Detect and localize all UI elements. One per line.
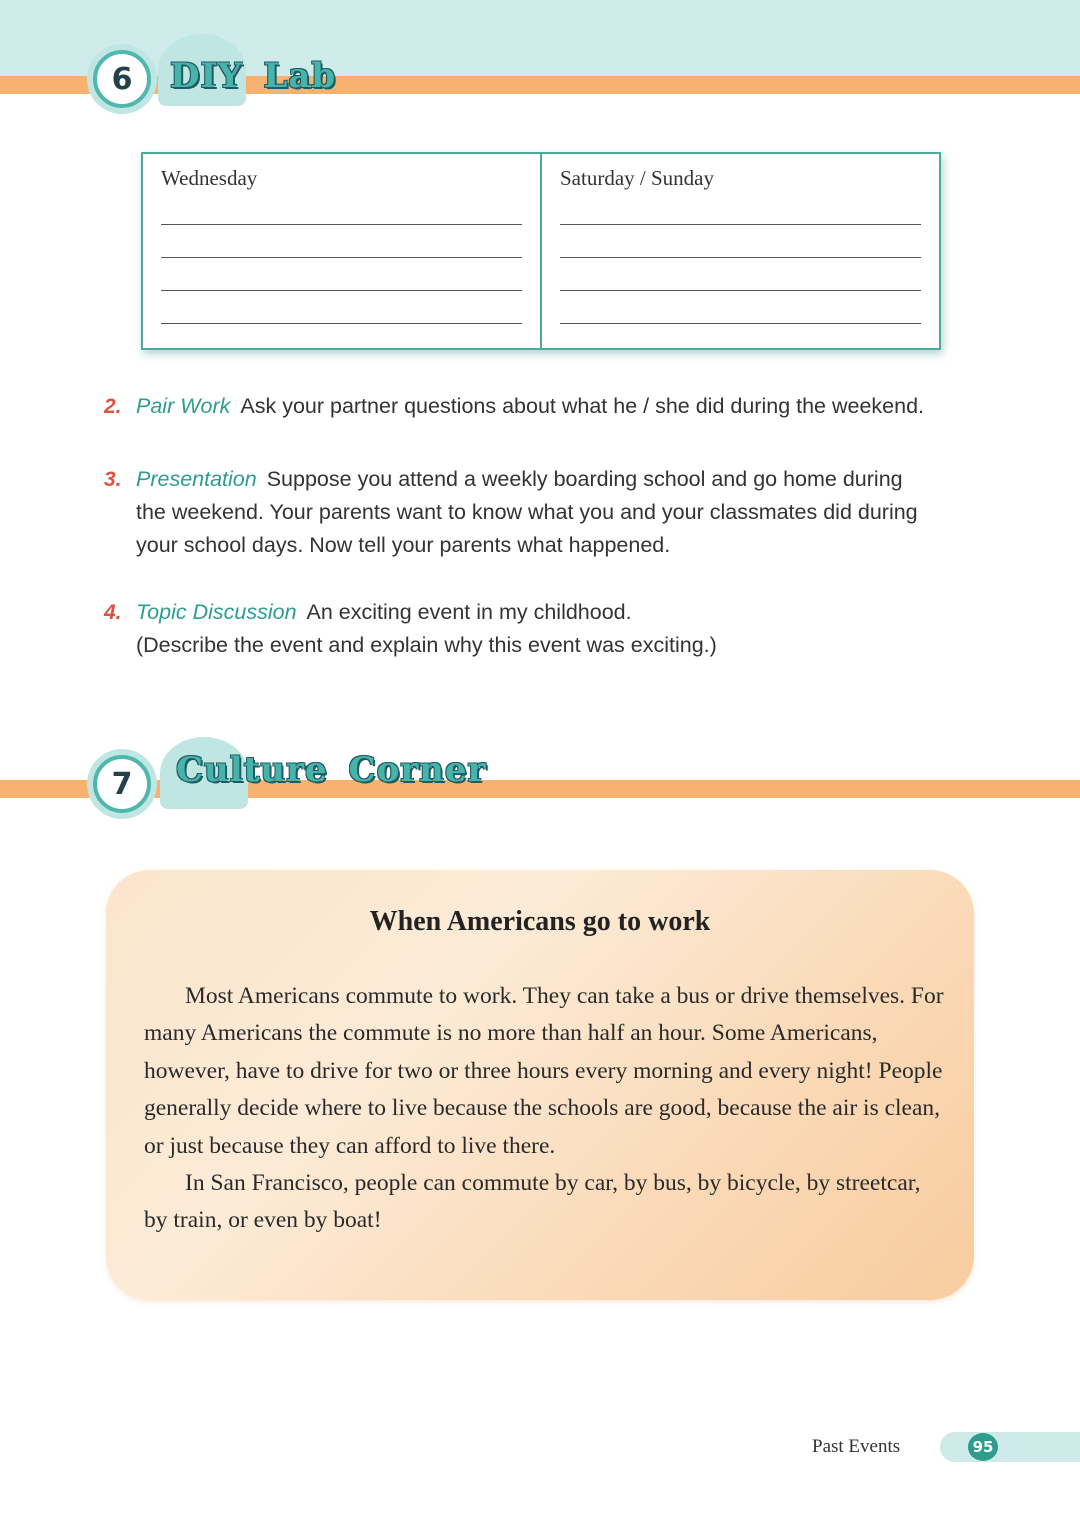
writing-line[interactable] [161, 323, 522, 324]
task-label: Topic Discussion [136, 600, 297, 624]
task-number: 2. [104, 395, 122, 418]
culture-title: When Americans go to work [369, 906, 711, 937]
culture-text [144, 978, 944, 1240]
task-label: Pair Work [136, 394, 231, 418]
task-label: Presentation [136, 467, 257, 491]
footer-unit-label: Past Events [812, 1436, 901, 1457]
culture-corner-box [106, 870, 974, 1300]
page-number: 95 [968, 1433, 998, 1461]
section6-number: 6 [93, 50, 151, 108]
writing-line[interactable] [161, 290, 522, 291]
culture-paragraph: Most Americans commute to work. They can take a bus or drive themselves. For many Americans the commute is no more than half an hour. Some Americans, however, have to drive for two or three hours every morning and every night! People generally decide where to live because the schools are good, because the air is clean, or just because they can afford to live there. [144, 983, 944, 1159]
task-pair-work [104, 390, 984, 423]
task-topic-discussion [104, 596, 984, 662]
task-number: 4. [104, 601, 122, 624]
writing-line[interactable] [560, 224, 921, 225]
culture-paragraph: In San Francisco, people can commute by car, by bus, by bicycle, by streetcar, by train, or even by boat! [144, 1170, 921, 1234]
section7-title: Culture Corner [176, 750, 487, 790]
writing-line[interactable] [161, 257, 522, 258]
section6-title: DIY Lab [170, 56, 337, 96]
column-header: Saturday / Sunday [560, 166, 714, 190]
lab-column-wednesday [143, 154, 540, 348]
column-header: Wednesday [161, 166, 258, 190]
writing-line[interactable] [560, 290, 921, 291]
footer-tab [940, 1432, 1080, 1462]
task-text: Suppose you attend a weekly boarding school and go home during the weekend. Your parents want to know what you and your classmates did during your school days. Now tell your parents what happened. [136, 467, 918, 557]
lab-table [141, 152, 941, 350]
writing-line[interactable] [560, 323, 921, 324]
task-text: Ask your partner questions about what he / she did during the weekend. [240, 394, 925, 418]
task-presentation [104, 463, 934, 562]
writing-line[interactable] [161, 224, 522, 225]
task-subtext: (Describe the event and explain why this event was exciting.) [136, 633, 717, 657]
section7-number: 7 [93, 755, 151, 813]
writing-line[interactable] [560, 257, 921, 258]
lab-column-weekend [540, 154, 939, 348]
task-text: An exciting event in my childhood. [306, 600, 632, 624]
task-number: 3. [104, 468, 122, 491]
